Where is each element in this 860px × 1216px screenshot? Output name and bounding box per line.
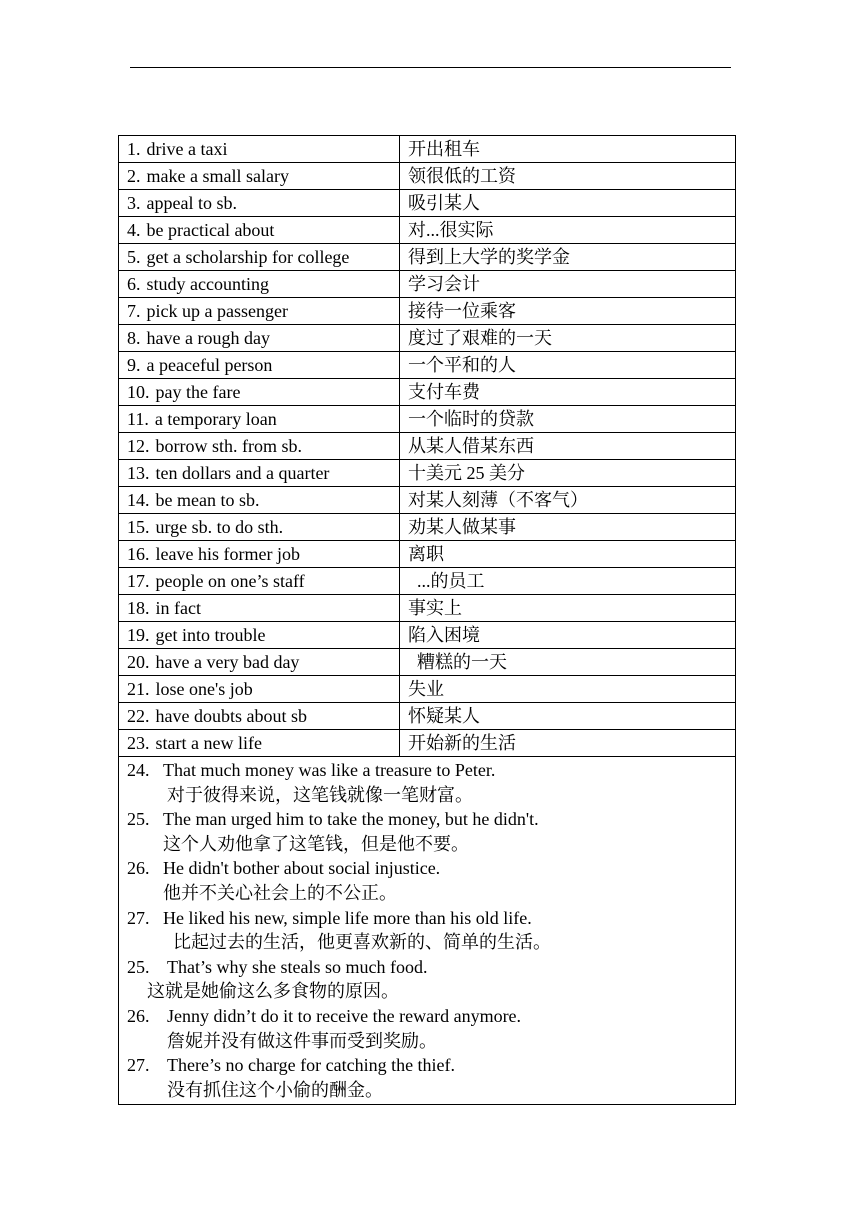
phrase-cell	[119, 622, 400, 649]
sentence-number: 26.	[127, 858, 150, 879]
english-phrase: urge sb. to do sth.	[155, 517, 284, 537]
sentence-chinese: 他并不关心社会上的不公正。	[163, 882, 397, 903]
item-number: 15.	[127, 517, 150, 537]
vocab-row	[119, 325, 736, 352]
english-phrase: lose one's job	[155, 679, 253, 699]
sentence-chinese: 对于彼得来说，这笔钱就像一笔财富。	[167, 784, 473, 805]
item-number: 19.	[127, 625, 150, 645]
phrase-cell	[119, 649, 400, 676]
phrase-cell	[119, 406, 400, 433]
vocab-row	[119, 433, 736, 460]
vocab-row	[119, 244, 736, 271]
sentence-number: 25.	[127, 809, 150, 830]
item-number: 11.	[127, 409, 149, 429]
phrase-cell	[119, 163, 400, 190]
english-phrase: pick up a passenger	[146, 301, 288, 321]
chinese-meaning: 陷入困境	[400, 622, 736, 649]
chinese-meaning: 开出租车	[400, 136, 736, 163]
item-number: 8.	[127, 328, 141, 348]
item-number: 6.	[127, 274, 141, 294]
phrase-cell	[119, 514, 400, 541]
phrase-cell	[119, 325, 400, 352]
chinese-meaning: 接待一位乘客	[400, 298, 736, 325]
item-number: 23.	[127, 733, 150, 753]
vocabulary-table	[118, 135, 736, 1105]
chinese-meaning: 开始新的生活	[400, 730, 736, 757]
item-number: 13.	[127, 463, 150, 483]
english-phrase: have a rough day	[146, 328, 270, 348]
phrase-cell	[119, 379, 400, 406]
chinese-meaning: 领很低的工资	[400, 163, 736, 190]
chinese-meaning: 对某人刻薄（不客气）	[400, 487, 736, 514]
vocab-row	[119, 379, 736, 406]
english-phrase: make a small salary	[146, 166, 289, 186]
sentence-chinese: 这个人劝他拿了这笔钱，但是他不要。	[163, 833, 469, 854]
vocab-row	[119, 217, 736, 244]
sentence-english: He liked his new, simple life more than his old life.	[163, 907, 532, 928]
sentence-english: Jenny didn’t do it to receive the reward anymore.	[167, 1005, 522, 1026]
sentence-chinese: 没有抓住这个小偷的酬金。	[167, 1079, 383, 1100]
chinese-meaning: 一个临时的贷款	[400, 406, 736, 433]
item-number: 17.	[127, 571, 150, 591]
english-phrase: study accounting	[146, 274, 269, 294]
sentence-english: That much money was like a treasure to Peter.	[163, 760, 496, 780]
phrase-cell	[119, 352, 400, 379]
english-phrase: drive a taxi	[146, 139, 228, 159]
phrase-cell	[119, 190, 400, 217]
english-phrase: leave his former job	[155, 544, 300, 564]
sentence-item	[127, 1053, 735, 1102]
chinese-meaning: 得到上大学的奖学金	[400, 244, 736, 271]
sentence-english: He didn't bother about social injustice.	[163, 858, 441, 879]
sentence-number: 27.	[127, 1055, 150, 1076]
english-phrase: have doubts about sb	[155, 706, 307, 726]
vocab-row	[119, 136, 736, 163]
chinese-meaning: 怀疑某人	[400, 703, 736, 730]
phrase-cell	[119, 271, 400, 298]
vocab-row	[119, 163, 736, 190]
phrase-cell	[119, 676, 400, 703]
sentence-number: 26.	[127, 1005, 150, 1026]
chinese-meaning: 离职	[400, 541, 736, 568]
sentence-item	[127, 758, 735, 807]
sentence-item	[127, 856, 735, 905]
english-phrase: have a very bad day	[155, 652, 300, 672]
item-number: 16.	[127, 544, 150, 564]
item-number: 22.	[127, 706, 150, 726]
vocab-row	[119, 703, 736, 730]
vocab-row	[119, 514, 736, 541]
english-phrase: be practical about	[146, 220, 275, 240]
item-number: 5.	[127, 247, 141, 267]
vocabulary-table-body	[119, 136, 736, 1105]
vocab-row	[119, 649, 736, 676]
chinese-meaning: ...的员工	[400, 568, 736, 595]
item-number: 3.	[127, 193, 141, 213]
phrase-cell	[119, 460, 400, 487]
phrase-cell	[119, 433, 400, 460]
english-phrase: people on one’s staff	[155, 571, 305, 591]
sentence-chinese: 詹妮并没有做这件事而受到奖励。	[167, 1030, 437, 1051]
sentences-cell	[119, 757, 736, 1105]
phrase-cell	[119, 298, 400, 325]
item-number: 20.	[127, 652, 150, 672]
sentence-number: 27.	[127, 907, 150, 928]
phrase-cell	[119, 487, 400, 514]
sentence-number: 24.	[127, 760, 150, 780]
vocab-row	[119, 298, 736, 325]
sentence-number: 25.	[127, 956, 150, 977]
sentence-english: The man urged him to take the money, but he didn't.	[163, 809, 539, 830]
vocab-row	[119, 622, 736, 649]
sentence-chinese: 比起过去的生活，他更喜欢新的、简单的生活。	[173, 932, 551, 953]
item-number: 4.	[127, 220, 141, 240]
item-number: 2.	[127, 166, 141, 186]
sentence-english: There’s no charge for catching the thief.	[167, 1055, 456, 1076]
item-number: 18.	[127, 598, 150, 618]
vocab-row	[119, 352, 736, 379]
chinese-meaning: 事实上	[400, 595, 736, 622]
english-phrase: ten dollars and a quarter	[155, 463, 330, 483]
phrase-cell	[119, 541, 400, 568]
chinese-meaning: 支付车费	[400, 379, 736, 406]
phrase-cell	[119, 136, 400, 163]
item-number: 21.	[127, 679, 150, 699]
chinese-meaning: 十美元 25 美分	[400, 460, 736, 487]
phrase-cell	[119, 217, 400, 244]
chinese-meaning: 一个平和的人	[400, 352, 736, 379]
vocab-row	[119, 541, 736, 568]
vocab-row	[119, 406, 736, 433]
sentence-chinese: 这就是她偷这么多食物的原因。	[147, 981, 399, 1002]
item-number: 14.	[127, 490, 150, 510]
vocab-row	[119, 568, 736, 595]
sentence-item	[127, 906, 735, 955]
phrase-cell	[119, 595, 400, 622]
english-phrase: a peaceful person	[146, 355, 273, 375]
english-phrase: a temporary loan	[154, 409, 277, 429]
sentence-english: That’s why she steals so much food.	[167, 956, 428, 977]
english-phrase: start a new life	[155, 733, 262, 753]
vocab-row	[119, 190, 736, 217]
phrase-cell	[119, 730, 400, 757]
vocab-row	[119, 595, 736, 622]
chinese-meaning: 度过了艰难的一天	[400, 325, 736, 352]
item-number: 7.	[127, 301, 141, 321]
item-number: 1.	[127, 139, 141, 159]
english-phrase: get into trouble	[155, 625, 266, 645]
sentence-item	[127, 955, 735, 1004]
english-phrase: in fact	[155, 598, 201, 618]
chinese-meaning: 学习会计	[400, 271, 736, 298]
english-phrase: pay the fare	[155, 382, 241, 402]
chinese-meaning: 糟糕的一天	[400, 649, 736, 676]
item-number: 10.	[127, 382, 150, 402]
sentence-item	[127, 807, 735, 856]
sentence-row	[119, 757, 736, 1105]
english-phrase: get a scholarship for college	[146, 247, 350, 267]
chinese-meaning: 从某人借某东西	[400, 433, 736, 460]
sentence-item	[127, 1004, 735, 1053]
chinese-meaning: 吸引某人	[400, 190, 736, 217]
chinese-meaning: 对...很实际	[400, 217, 736, 244]
item-number: 9.	[127, 355, 141, 375]
phrase-cell	[119, 244, 400, 271]
header-rule	[130, 67, 731, 68]
english-phrase: appeal to sb.	[146, 193, 237, 213]
vocab-row	[119, 730, 736, 757]
chinese-meaning: 劝某人做某事	[400, 514, 736, 541]
vocab-row	[119, 460, 736, 487]
english-phrase: borrow sth. from sb.	[155, 436, 302, 456]
phrase-cell	[119, 568, 400, 595]
vocab-row	[119, 487, 736, 514]
english-phrase: be mean to sb.	[155, 490, 260, 510]
vocab-row	[119, 676, 736, 703]
item-number: 12.	[127, 436, 150, 456]
chinese-meaning: 失业	[400, 676, 736, 703]
phrase-cell	[119, 703, 400, 730]
vocab-row	[119, 271, 736, 298]
